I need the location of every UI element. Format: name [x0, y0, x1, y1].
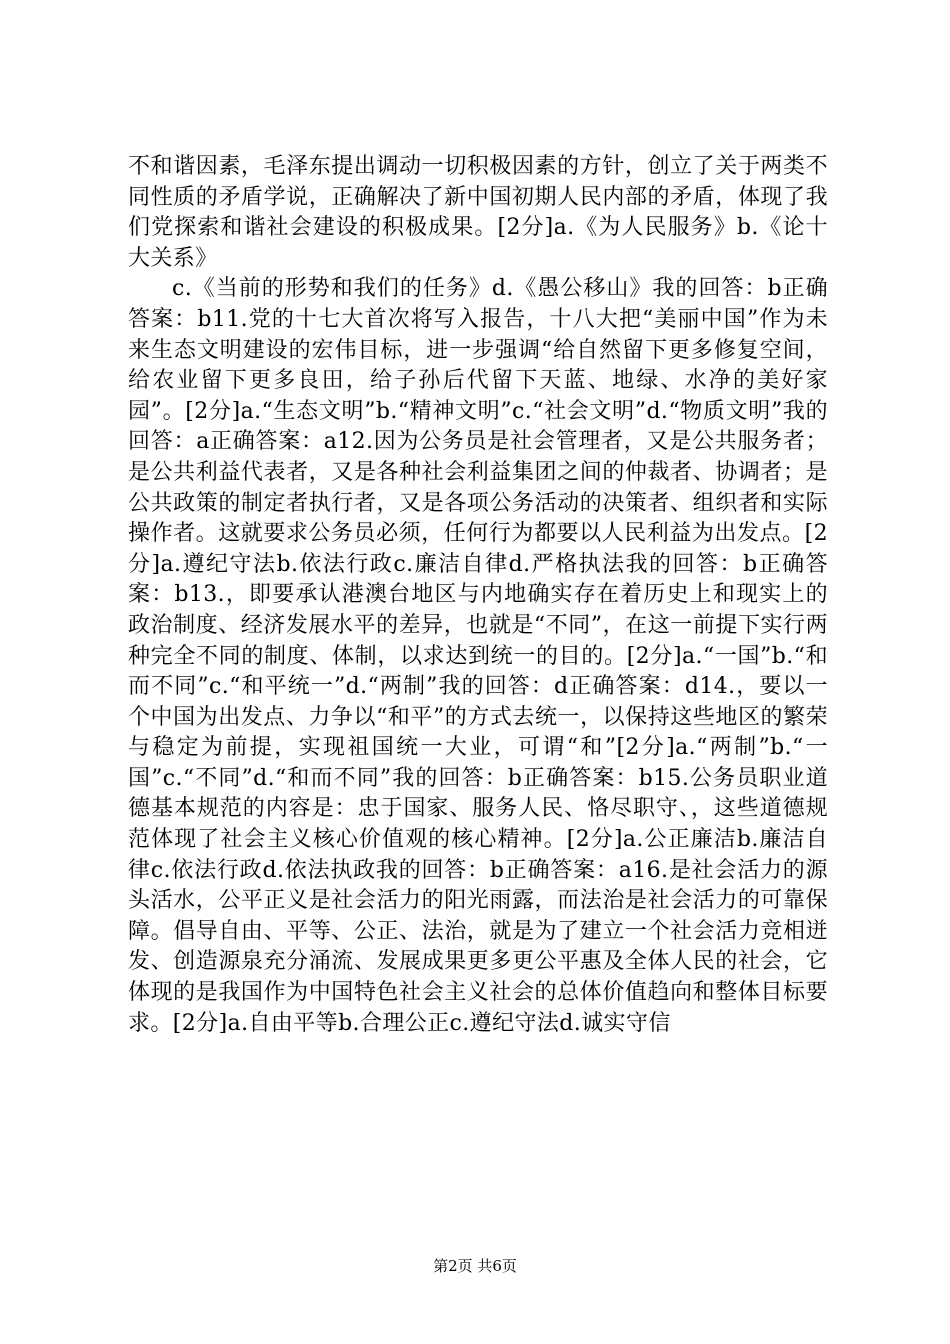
paragraph-2: c.《当前的形势和我们的任务》d.《愚公移山》我的回答：b正确答案：b11.党的十七大首次将写入报告，十八大把“美丽中国”作为未来生态文明建设的宏伟目标，进一步强调“给自然留下更多修复空间，给农业留下更多良田，给子孙后代留下天蓝、地绿、水净的美好家园”。[2分]a.“生态文明”b.“精神文明”c.“社会文明”d.“物质文明”我的回答：a正确答案：a12.因为公务员是社会管理者，又是公共服务者；是公共利益代表者，又是各种社会利益集团之间的仲裁者、协调者；是公共政策的制定者执行者，又是各项公务活动的决策者、组织者和实际操作者。这就要求公务员必须，任何行为都要以人民利益为出发点。[2分]a.遵纪守法b.依法行政c.廉洁自律d.严格执法我的回答：b正确答案：b13.，即要承认港澳台地区与内地确实存在着历史上和现实上的政治制度、经济发展水平的差异，也就是“不同”，在这一前提下实行两种完全不同的制度、体制，以求达到统一的目的。[2分]a.“一国”b.“和而不同”c.“和平统一”d.“两制”我的回答：d正确答案：d14.，要以一个中国为出发点、力争以“和平”的方式去统一，以保持这些地区的繁荣与稳定为前提，实现祖国统一大业，可谓“和”[2分]a.“两制”b.“一国”c.“不同”d.“和而不同”我的回答：b正确答案：b15.公务员职业道德基本规范的内容是：忠于国家、服务人民、恪尽职守、，这些道德规范体现了社会主义核心价值观的核心精神。[2分]a.公正廉洁b.廉洁自律c.依法行政d.依法执政我的回答：b正确答案：a16.是社会活力的源头活水，公平正义是社会活力的阳光雨露，而法治是社会活力的可靠保障。倡导自由、平等、公正、法治，就是为了建立一个社会活力竞相迸发、创造源泉充分涌流、发展成果更多更公平惠及全体人民的社会，它体现的是我国作为中国特色社会主义社会的总体价值趋向和整体目标要求。[2分]a.自由平等b.合理公正c.遵纪守法d.诚实守信 [128, 276, 828, 1036]
document-body [128, 152, 828, 1039]
page-footer: 第2页 共6页 [433, 1257, 517, 1275]
paragraph-1: 不和谐因素，毛泽东提出调动一切积极因素的方针，创立了关于两类不同性质的矛盾学说，正确解决了新中国初期人民内部的矛盾，体现了我们党探索和谐社会建设的积极成果。[2分]a.《为人民服务》b.《论十大关系》 [128, 154, 828, 271]
